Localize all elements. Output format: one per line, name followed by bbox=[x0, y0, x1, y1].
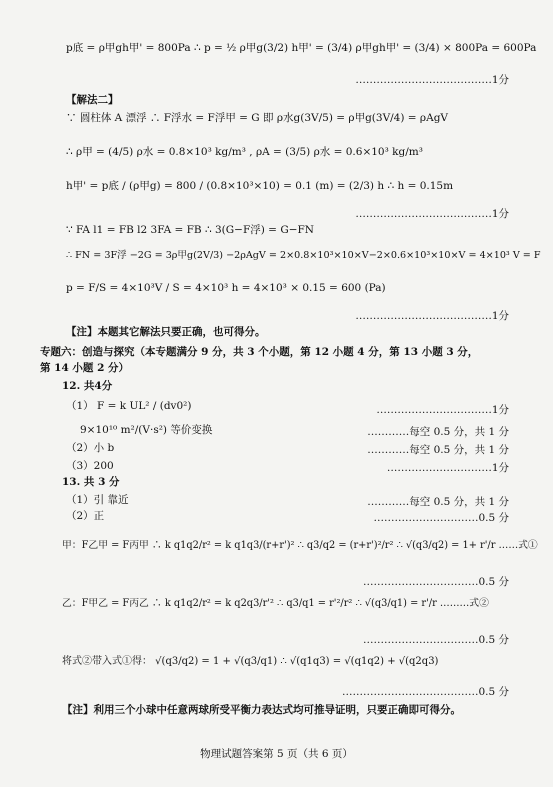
substitution-line: 将式②带入式①得： √(q3/q2) = 1 + √(q3/q1) ∴ √(q1q3) = √(q1q2) + √(q2q3) bbox=[62, 656, 439, 667]
q12-part3: （3）200 bbox=[66, 460, 114, 472]
score-q13-1: …………每空 0.5 分，共 1 分 bbox=[367, 496, 509, 508]
score-3: …………………………………1分 bbox=[355, 310, 509, 322]
score-1: …………………………………1分 bbox=[355, 74, 509, 86]
score-2: …………………………………1分 bbox=[355, 208, 509, 220]
pressure-line-1: p底 = ρ甲gh甲' = 800Pa ∴ p = ½ ρ甲g(3/2) h甲' = (3/4) ρ甲gh甲' = (3/4) × 800Pa = 600Pa bbox=[66, 42, 537, 54]
q12-part2: （2）小 b bbox=[66, 442, 115, 454]
floating-condition: ∵ 圆柱体 A 漂浮 ∴ F浮水 = F浮甲 = G 即 ρ水g(3V/5) = ρ甲g(3V/4) = ρAgV bbox=[66, 112, 448, 124]
score-q13-2: …………………………0.5 分 bbox=[373, 512, 509, 524]
note-2: 【注】利用三个小球中任意两球所受平衡力表达式均可推导证明，只要正确即可得分。 bbox=[62, 704, 461, 716]
support-force-line: ∴ FN = 3F浮 −2G = 3ρ甲g(2V/3) −2ρAgV = 2×0.8×10³×10×V−2×0.6×10³×10×V = 4×10³ V = F bbox=[66, 250, 541, 261]
score-q12-3: …………………………1分 bbox=[386, 462, 509, 474]
derivation-jia: 甲：F乙甲 = F丙甲 ∴ k q1q2/r² = k q1q3/(r+r')² ∴ q3/q2 = (r+r')²/r² ∴ √(q3/q2) = 1+ r'/r ……式① bbox=[62, 540, 538, 551]
score-q12-2: …………每空 0.5 分，共 1 分 bbox=[367, 444, 509, 456]
q12-part1: （1） F = k UL² / (dv0²) bbox=[66, 400, 192, 412]
method-two-heading: 【解法二】 bbox=[66, 94, 119, 106]
topic-six-header-cont: 第 14 小题 2 分） bbox=[40, 362, 130, 374]
topic-six-header: 专题六：创造与探究（本专题满分 9 分，共 3 个小题，第 12 小题 4 分，第 13 小题 3 分， bbox=[40, 346, 479, 358]
derivation-yi: 乙：F甲乙 = F丙乙 ∴ k q1q2/r² = k q2q3/r'² ∴ q3/q1 = r'²/r² ∴ √(q3/q1) = r'/r ………式② bbox=[62, 598, 489, 609]
note-1: 【注】本题其它解法只要正确，也可得分。 bbox=[66, 326, 266, 338]
score-q12-1b: …………每空 0.5 分，共 1 分 bbox=[367, 426, 509, 438]
lever-line: ∵ FA l1 = FB l2 3FA = FB ∴ 3(G−F浮) = G−FN bbox=[66, 224, 314, 236]
score-yi: ……………………………0.5 分 bbox=[362, 634, 509, 646]
q12-part1-constant: 9×10¹⁰ m²/(V·s²) 等价变换 bbox=[80, 424, 213, 436]
density-line: ∴ ρ甲 = (4/5) ρ水 = 0.8×10³ kg/m³ , ρA = (3/5) ρ水 = 0.6×10³ kg/m³ bbox=[66, 146, 423, 158]
q13-part1: （1）引 靠近 bbox=[66, 494, 129, 506]
score-substitution: …………………………………0.5 分 bbox=[341, 686, 509, 698]
page-footer: 物理试题答案第 5 页（共 6 页） bbox=[200, 748, 353, 760]
score-jia: ……………………………0.5 分 bbox=[362, 576, 509, 588]
q13-part2: （2）正 bbox=[66, 510, 105, 522]
final-pressure-line: p = F/S = 4×10³V / S = 4×10³ h = 4×10³ × 0.15 = 600 (Pa) bbox=[66, 282, 386, 294]
score-q12-1: ……………………………1分 bbox=[376, 404, 509, 416]
q12-heading: 12. 共4分 bbox=[62, 380, 113, 392]
height-line: h甲' = p底 / (ρ甲g) = 800 / (0.8×10³×10) = 0.1 (m) = (2/3) h ∴ h = 0.15m bbox=[66, 180, 454, 192]
q13-heading: 13. 共 3 分 bbox=[62, 476, 120, 488]
